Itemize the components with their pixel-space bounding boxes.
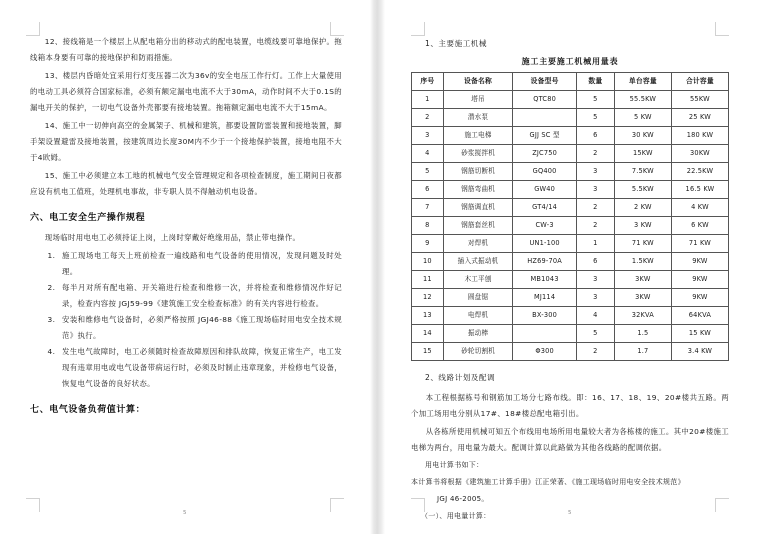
cell-model: GT4/14 — [513, 199, 576, 217]
cell-name: 施工电梯 — [443, 127, 513, 145]
cell-total-capacity: 9KW — [671, 253, 728, 271]
cell-total-capacity: 9KW — [671, 271, 728, 289]
cell-model: Φ300 — [513, 343, 576, 361]
cell-quantity: 3 — [576, 289, 614, 307]
section-heading-seven: 七、电气设备负荷值计算： — [30, 405, 146, 415]
cell-model: ZJC750 — [513, 145, 576, 163]
cell-model — [513, 109, 576, 127]
machinery-table-body — [412, 91, 729, 361]
cell-total-capacity: 180 KW — [671, 127, 728, 145]
cell-total-capacity: 64KVA — [671, 307, 728, 325]
cell-name: 钢筋弯曲机 — [443, 181, 513, 199]
table-row — [412, 109, 729, 127]
left-page-number: 5 — [183, 510, 187, 516]
column-header-model: 设备型号 — [513, 73, 576, 91]
table-row — [412, 91, 729, 109]
cell-index: 3 — [412, 127, 444, 145]
paragraph-12: 12、接线箱是一个楼层上从配电箱分出的移动式的配电装置，电缆线要可靠地保护。拖线箱本身要有可靠的接地保护和防雨措施。 — [30, 37, 342, 62]
cell-unit-capacity: 55.5KW — [614, 91, 671, 109]
list-item: 4. 发生电气故障时，电工必须随时检查故障原因和排队故障，恢复正常生产，电工发现有违章用电或电气设备带病运行时，必须及时制止违章现象，并检修电气设备，恢复电气设备的良好状态。 — [58, 344, 342, 392]
table-row — [412, 289, 729, 307]
cell-model: BX-300 — [513, 307, 576, 325]
cell-model — [513, 325, 576, 343]
right-page — [385, 0, 755, 534]
table-row — [412, 343, 729, 361]
paragraph-15: 15、施工中必须建立本工地的机械电气安全管理规定和各项检查制度，施工期间日夜都应设有机电工值班，处理机电事故，非专职人员不得触动机电设备。 — [30, 171, 342, 196]
cell-name: 电焊机 — [443, 307, 513, 325]
cell-index: 14 — [412, 325, 444, 343]
table-row — [412, 253, 729, 271]
table-row — [412, 235, 729, 253]
cell-quantity: 2 — [576, 217, 614, 235]
cell-total-capacity: 6 KW — [671, 217, 728, 235]
cell-name: 潜水泵 — [443, 109, 513, 127]
cell-index: 10 — [412, 253, 444, 271]
column-header-index: 序号 — [412, 73, 444, 91]
cell-index: 8 — [412, 217, 444, 235]
cell-model: GQ400 — [513, 163, 576, 181]
calculation-item-one: （一）、用电量计算： — [421, 512, 491, 520]
cell-unit-capacity: 71 KW — [614, 235, 671, 253]
section-six-list — [30, 248, 342, 392]
cell-unit-capacity: 1.5KW — [614, 253, 671, 271]
table-row — [412, 163, 729, 181]
cell-total-capacity: 15 KW — [671, 325, 728, 343]
calculation-basis: 本计算书将根据《建筑施工计算手册》江正荣著、《施工现场临时用电安全技术规范》 — [411, 478, 685, 486]
cell-quantity: 5 — [576, 91, 614, 109]
cell-unit-capacity: 1.7 — [614, 343, 671, 361]
cell-name: 对焊机 — [443, 235, 513, 253]
cell-quantity: 4 — [576, 307, 614, 325]
cell-unit-capacity: 3 KW — [614, 217, 671, 235]
subsection-two-block — [411, 370, 729, 524]
table-row — [412, 199, 729, 217]
cell-index: 12 — [412, 289, 444, 307]
cell-unit-capacity: 3KW — [614, 271, 671, 289]
cell-index: 11 — [412, 271, 444, 289]
cell-quantity: 3 — [576, 181, 614, 199]
section-six-lead: 现场临时用电电工必须持证上岗，上岗时穿戴好绝缘用品，禁止带电操作。 — [44, 233, 301, 242]
column-header-name: 设备名称 — [443, 73, 513, 91]
cell-quantity: 2 — [576, 145, 614, 163]
column-header-unit-capacity: 单台容量 — [614, 73, 671, 91]
cell-total-capacity: 71 KW — [671, 235, 728, 253]
subsection-one-label: 1、主要施工机械 — [425, 39, 487, 48]
list-item: 2. 每半月对所有配电箱、开关箱进行检查和维修一次，并将检查和维修情况作好记录，检查内容按 JGJ59-99《建筑施工安全检查标准》的有关内容进行检查。 — [58, 280, 342, 312]
cell-name: 钢筋切断机 — [443, 163, 513, 181]
subsection-two-paragraph-1: 本工程根据栋号和钢筋加工场分七路布线。即：16、17、18、19、20#楼共五路。两个加工场用电分别从17#、18#楼总配电箱引出。 — [411, 393, 729, 418]
table-row — [412, 217, 729, 235]
cell-name: 塔吊 — [443, 91, 513, 109]
column-header-total-capacity: 合计容量 — [671, 73, 728, 91]
table-header-row — [412, 73, 729, 91]
cell-unit-capacity: 32KVA — [614, 307, 671, 325]
cell-model: CW-3 — [513, 217, 576, 235]
table-row — [412, 271, 729, 289]
cell-quantity: 3 — [576, 271, 614, 289]
cell-model: QTC80 — [513, 91, 576, 109]
cell-index: 13 — [412, 307, 444, 325]
cell-index: 6 — [412, 181, 444, 199]
cell-unit-capacity: 5 KW — [614, 109, 671, 127]
column-header-quantity: 数量 — [576, 73, 614, 91]
cell-unit-capacity: 1.5 — [614, 325, 671, 343]
calculation-code: JGJ 46-2005。 — [437, 495, 489, 503]
cell-index: 9 — [412, 235, 444, 253]
table-row — [412, 145, 729, 163]
cell-index: 5 — [412, 163, 444, 181]
cell-model: UN1-100 — [513, 235, 576, 253]
cell-name: 木工平刨 — [443, 271, 513, 289]
cell-quantity: 2 — [576, 343, 614, 361]
cell-model: GW40 — [513, 181, 576, 199]
cell-total-capacity: 55KW — [671, 91, 728, 109]
cell-unit-capacity: 30 KW — [614, 127, 671, 145]
cell-total-capacity: 4 KW — [671, 199, 728, 217]
table-row — [412, 325, 729, 343]
calculation-intro: 用电计算书如下： — [425, 461, 484, 469]
cell-name: 插入式振动机 — [443, 253, 513, 271]
left-page — [0, 0, 370, 534]
cell-quantity: 6 — [576, 127, 614, 145]
cell-total-capacity: 9KW — [671, 289, 728, 307]
list-item: 3. 安装和维修电气设备时，必须严格按照 JGJ46-88《施工现场临时用电安全技术规范》执行。 — [58, 312, 342, 344]
cell-unit-capacity: 3KW — [614, 289, 671, 307]
right-page-number: 5 — [568, 510, 572, 516]
cell-model: HZ69-70A — [513, 253, 576, 271]
cell-name: 钢筋调直机 — [443, 199, 513, 217]
cell-name: 砂浆搅拌机 — [443, 145, 513, 163]
cell-model: MB1043 — [513, 271, 576, 289]
cell-index: 15 — [412, 343, 444, 361]
cell-quantity: 2 — [576, 199, 614, 217]
cell-model: GJJ SC 型 — [513, 127, 576, 145]
machinery-table-title: 施工主要施工机械用量表 — [521, 57, 619, 66]
cell-name: 圆盘锯 — [443, 289, 513, 307]
cell-unit-capacity: 7.5KW — [614, 163, 671, 181]
cell-name: 振动棒 — [443, 325, 513, 343]
cell-index: 7 — [412, 199, 444, 217]
cell-name: 钢筋套丝机 — [443, 217, 513, 235]
left-page-content — [30, 34, 342, 490]
subsection-two-paragraph-2: 从各栋所使用机械可知五个布线用电场所用电量较大者为各栋楼的施工。其中20#楼施工电梯为两台，用电量为最大。配调计算以此路做为其他各线路的配调依据。 — [411, 427, 729, 452]
cell-name: 砂轮切割机 — [443, 343, 513, 361]
cell-index: 2 — [412, 109, 444, 127]
table-row — [412, 127, 729, 145]
cell-model: MJ114 — [513, 289, 576, 307]
cell-index: 1 — [412, 91, 444, 109]
cell-quantity: 1 — [576, 235, 614, 253]
table-row — [412, 307, 729, 325]
cell-unit-capacity: 5.5KW — [614, 181, 671, 199]
cell-unit-capacity: 15KW — [614, 145, 671, 163]
page-gutter — [370, 0, 385, 534]
cell-quantity: 6 — [576, 253, 614, 271]
cell-unit-capacity: 2 KW — [614, 199, 671, 217]
machinery-table — [411, 72, 729, 361]
cell-total-capacity: 16.5 KW — [671, 181, 728, 199]
cell-total-capacity: 22.5KW — [671, 163, 728, 181]
cell-total-capacity: 25 KW — [671, 109, 728, 127]
list-item: 1. 施工现场电工每天上班前检查一遍线路和电气设备的使用情况，发现问题及时处理。 — [58, 248, 342, 280]
right-page-content — [411, 34, 729, 520]
subsection-two-label: 2、线路计划及配调 — [425, 373, 496, 382]
paragraph-13: 13、楼层内昏暗处宜采用行灯变压器二次为36v的安全电压工作行灯。工作上大量使用的电动工具必须符合国家标准，必须有额定漏电电流不大于30mA，动作时间不大于0.1S的漏电开关的保护，一切电气设备外壳都要有接地装置。拖箱额定漏电电流不大于15mA。 — [30, 71, 342, 112]
cell-quantity: 5 — [576, 325, 614, 343]
cell-total-capacity: 3.4 KW — [671, 343, 728, 361]
cell-quantity: 3 — [576, 163, 614, 181]
cell-total-capacity: 30KW — [671, 145, 728, 163]
cell-index: 4 — [412, 145, 444, 163]
section-heading-six: 六、电工安全生产操作规程 — [30, 213, 146, 223]
paragraph-14: 14、施工中一切伸向高空的金属架子、机械和建筑，都要设置防雷装置和接地装置，脚手架设置避雷及接地装置，按建筑周边长度30M内不少于一个接地保护装置，接地电阻不大于4欧姆。 — [30, 121, 342, 162]
cell-quantity: 5 — [576, 109, 614, 127]
table-row — [412, 181, 729, 199]
